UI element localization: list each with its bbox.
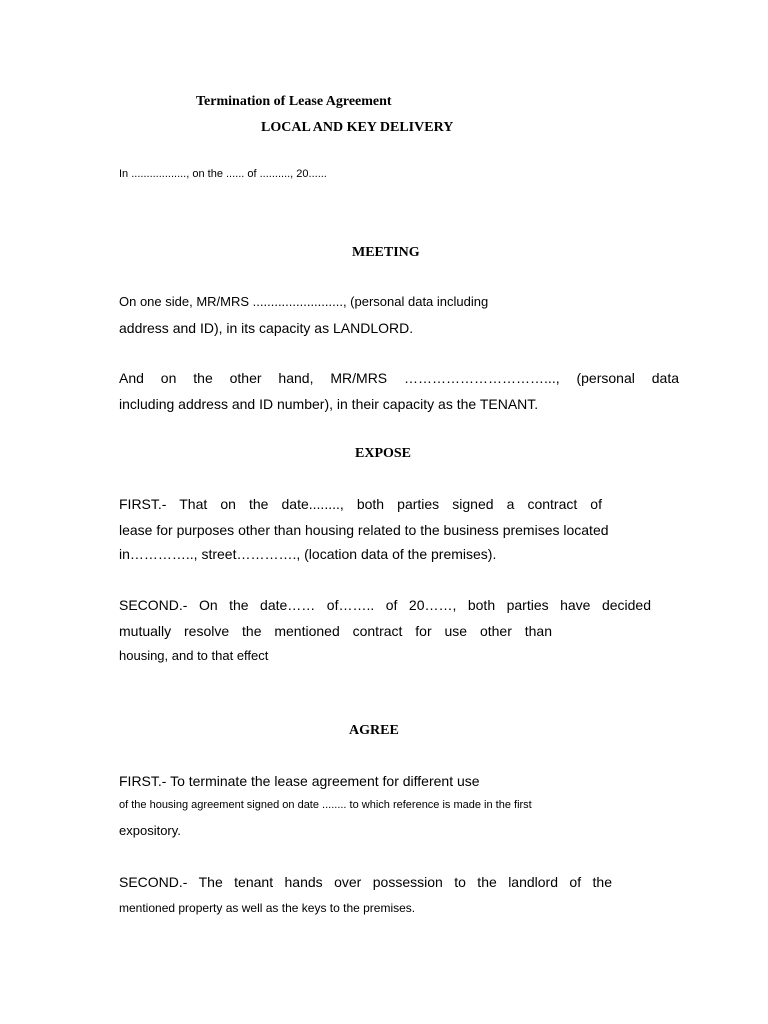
agree-first-line-1: FIRST.- To terminate the lease agreement for different use	[119, 773, 480, 789]
agree-first-line-2: of the housing agreement signed on date ........ to which reference is made in the first	[119, 799, 532, 811]
expose-second-line-3: housing, and to that effect	[119, 648, 269, 663]
agree-first-line-3: expository.	[119, 823, 181, 838]
meeting-heading: MEETING	[352, 245, 420, 260]
document-title: Termination of Lease Agreement	[196, 94, 392, 109]
agree-heading: AGREE	[349, 723, 399, 738]
document-subtitle: LOCAL AND KEY DELIVERY	[261, 120, 454, 135]
expose-heading: EXPOSE	[355, 446, 412, 461]
expose-second-line-1: SECOND.- On the date…… of…….. of 20……, both parties have decided	[119, 597, 651, 613]
tenant-line-2: including address and ID number), in their capacity as the TENANT.	[119, 396, 539, 412]
place-date-line: In .................., on the ...... of .........., 20......	[119, 168, 327, 180]
agree-second-line-1: SECOND.- The tenant hands over possession to the landlord of the	[119, 874, 612, 890]
expose-second-line-2: mutually resolve the mentioned contract for use other than	[119, 623, 552, 639]
tenant-line-1: And on the other hand, MR/MRS …………………………..., (personal data	[119, 370, 679, 386]
landlord-line-2: address and ID), in its capacity as LANDLORD.	[119, 320, 414, 336]
agree-second-line-2: mentioned property as well as the keys to the premises.	[119, 901, 416, 915]
expose-first-line-2: lease for purposes other than housing related to the business premises located	[119, 522, 609, 538]
expose-first-line-1: FIRST.- That on the date........, both parties signed a contract of	[119, 496, 602, 512]
landlord-line-1: On one side, MR/MRS ........................., (personal data including	[119, 294, 489, 309]
expose-first-line-3: in………….., street…………., (location data of the premises).	[119, 546, 497, 562]
